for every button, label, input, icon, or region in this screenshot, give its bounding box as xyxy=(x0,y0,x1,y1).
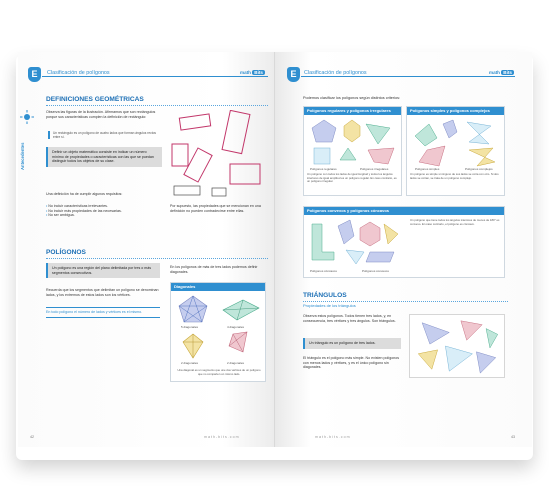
caption: 2 diagonales xyxy=(181,361,199,365)
panel-header: Polígonos regulares y polígonos irregulares xyxy=(304,107,401,115)
paragraph-diagonales: En los polígonos de más de tres lados podemos definir diagonales. xyxy=(170,265,258,274)
caption: Polígonos regulares xyxy=(310,167,337,171)
brand-logo xyxy=(489,70,514,75)
brand-prefix: math xyxy=(240,70,251,75)
panel-simples xyxy=(406,106,505,196)
panel-text: Un polígono con todos los lados de igual longitud y todos los ángulos interiores de igual amplitud es un polígono regular. En caso contrario, es un polígono irregular. xyxy=(307,172,397,184)
intro-text: Podemos clasificar los polígonos según distintos criterios: xyxy=(303,96,401,100)
caption: Polígonos cóncavos xyxy=(310,269,337,273)
paragraph-lados-vertices: Recuerda que los segmentos que delimitan un polígono se denominan lados, y los extremos de estos lados son los vértices. xyxy=(46,288,159,297)
panel-header: Diagonales xyxy=(171,283,265,291)
brand-box: Bits xyxy=(503,70,512,75)
brand-logo xyxy=(240,70,265,75)
caption: 4 diagonales xyxy=(227,325,245,329)
logo-icon xyxy=(28,67,41,82)
header-rule xyxy=(301,76,515,77)
right-page xyxy=(275,52,532,447)
logo-icon xyxy=(287,67,300,82)
header-rule xyxy=(42,76,268,77)
panel-text: Un polígono que tiene todos los ángulos interiores de menos de 180° es convexo. En caso contrario, el polígono es cóncavo. xyxy=(410,218,500,226)
side-label: Antecedentes xyxy=(20,142,25,170)
site-footer: math-bits.com xyxy=(204,435,240,439)
left-page xyxy=(18,52,275,447)
panel-text: Un polígono es simple si ninguno de sus lados se corta con otro. Si dos lados se cortan, se trata de un polígono complejo. xyxy=(410,172,499,180)
polygon-definition-box: Un polígono es una región del plano delimitada por tres o más segmentos consecutivos. xyxy=(46,263,160,278)
paragraph-simple: El triángulo es el polígono más simple. No existen polígonos con menos lados y vértices, y es el único polígono sin diagonales. xyxy=(303,356,400,370)
caption: Polígonos convexos xyxy=(362,269,389,273)
logo-letter: E xyxy=(290,69,297,79)
convex-polygons-figures xyxy=(304,216,404,268)
caption: Polígonos simples xyxy=(415,167,440,171)
caption: 2 diagonales xyxy=(227,361,245,365)
rectangle-definition-quote: Un rectángulo es un polígono de cuatro lados que forman ángulos rectos entre sí. xyxy=(48,131,158,139)
brand-prefix: math xyxy=(489,70,500,75)
caption: Polígonos irregulares xyxy=(360,167,389,171)
panel-regulares xyxy=(303,106,402,196)
section-rule xyxy=(46,105,268,106)
list-item: • No ser ambigua. xyxy=(46,213,160,218)
section-title-definiciones: DEFINICIONES GEOMÉTRICAS xyxy=(46,96,144,103)
section-title-poligonos: POLÍGONOS xyxy=(46,249,86,256)
site-footer: math-bits.com xyxy=(315,435,351,439)
requirements-list xyxy=(46,204,160,218)
sun-icon xyxy=(20,110,34,124)
page-title: Clasificación de polígonos xyxy=(304,70,367,76)
paragraph-contradecirse: Por supuesto, las propiedades que se mencionan en una definición no pueden contradecirse entre ellas. xyxy=(170,204,261,213)
diagonal-note: Una diagonal es un segmento que une dos vértices de un polígono que no comparten un mismo lado. xyxy=(177,368,261,376)
page-number: 43 xyxy=(511,435,515,439)
paragraph-triangulos: Observa estos polígonos. Todos tienen tres lados, y, en consecuencia, tres vértices y tres ángulos. Son triángulos. xyxy=(303,314,396,323)
section-rule xyxy=(46,258,268,259)
page-number: 42 xyxy=(30,435,34,439)
caption: Polígonos complejos xyxy=(465,167,493,171)
panel-header: Polígonos simples y polígonos complejos xyxy=(407,107,504,115)
triangle-definition-box: Un triángulo es un polígono de tres lados. xyxy=(303,338,401,349)
panel-header: Polígonos convexos y polígonos cóncavos xyxy=(304,207,504,215)
list-item: • No incluir características irrelevantes. xyxy=(46,204,160,209)
paragraph-requisitos: Una definición ha de cumplir algunos requisitos: xyxy=(46,192,123,196)
diagonals-figures xyxy=(171,292,265,368)
subsection-title: Propiedades de los triángulos xyxy=(303,303,356,308)
regular-polygons-figures xyxy=(304,116,401,172)
simple-polygons-figures xyxy=(407,116,504,172)
logo-letter: E xyxy=(31,69,38,79)
brand-box: Bits xyxy=(254,70,263,75)
paragraph-observa: Observa las figuras de la ilustración. Afirmamos que son rectángulos porque sus características cumplen la definición de rectángulo: xyxy=(46,110,156,119)
caption: 5 diagonales xyxy=(181,325,199,329)
diagonals-panel xyxy=(170,282,266,382)
panel-convexos xyxy=(303,206,505,278)
triangles-illustration xyxy=(409,314,505,378)
highlight-note: En todo polígono el número de lados y vértices es el mismo. xyxy=(46,307,160,318)
section-title-triangulos: TRIÁNGULOS xyxy=(303,292,347,299)
definition-box: Definir un objeto matemático consiste en indicar un número mínimo de propiedades o características con las que se puedan distinguir todos los objetos de su clase. xyxy=(46,147,162,167)
section-rule xyxy=(303,301,508,302)
page-title: Clasificación de polígonos xyxy=(47,70,110,76)
rectangles-illustration xyxy=(168,110,266,202)
list-item: • No incluir más propiedades de las necesarias. xyxy=(46,209,160,214)
